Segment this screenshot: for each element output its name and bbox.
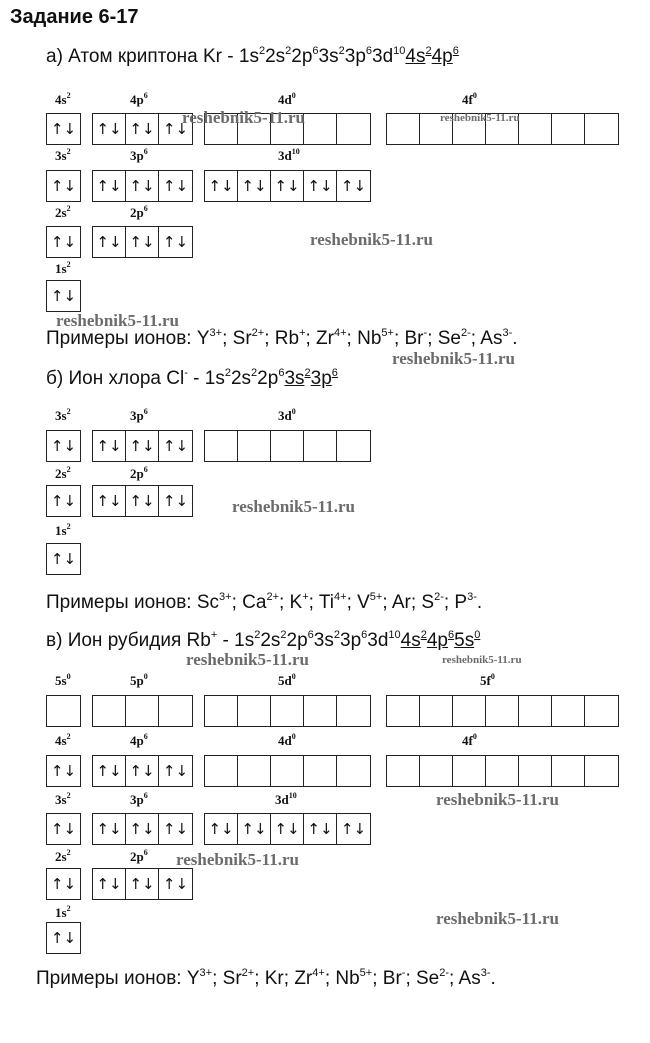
orbital-cell: ↑↓ xyxy=(205,814,238,844)
label-4s: $4s^2$ xyxy=(55,732,71,748)
orbital-4d xyxy=(204,755,371,787)
label-3d: $3d^{10}$ xyxy=(275,791,297,807)
ion-examples-b: Примеры ионов: $Sc^{3+}$; $Ca^{2+}$; K+; $Ti^{4+}$; $V^{5+}$; Ar; $S^{2-}$; $P^{3-}$. xyxy=(46,591,483,613)
orbital-4s xyxy=(46,113,81,145)
orbital-cell xyxy=(453,696,486,726)
label-2p: $2p^6$ xyxy=(130,204,148,220)
label-3d: $3d^0$ xyxy=(278,407,296,423)
orbital-cell xyxy=(205,696,238,726)
orbital-cell: ↑↓ xyxy=(126,814,159,844)
orbital-cell: ↑↓ xyxy=(50,762,77,780)
orbital-cell xyxy=(519,696,552,726)
label-3s: $3s^2$ xyxy=(55,407,71,423)
orbital-cell xyxy=(337,696,370,726)
orbital-4f xyxy=(386,755,619,787)
orbital-cell: ↑↓ xyxy=(126,756,159,786)
orbital-cell: ↑↓ xyxy=(50,550,77,568)
orbital-cell xyxy=(337,431,370,461)
orbital-4p xyxy=(92,113,193,145)
label-3p: $3p^6$ xyxy=(130,147,148,163)
orbital-3s xyxy=(46,170,81,202)
orbital-3p xyxy=(92,170,193,202)
orbital-2p xyxy=(92,226,193,258)
orbital-cell: ↑↓ xyxy=(50,120,77,138)
orbital-cell xyxy=(238,696,271,726)
label-1s: $1s^2$ xyxy=(55,260,71,276)
orbital-1s xyxy=(46,280,81,312)
orbital-cell: ↑↓ xyxy=(162,762,189,780)
orbital-cell xyxy=(304,696,337,726)
orbital-cell: ↑↓ xyxy=(126,431,159,461)
orbital-cell xyxy=(552,114,585,144)
label-5p: $5p^0$ xyxy=(130,672,148,688)
watermark: reshebnik5-11.ru xyxy=(310,230,433,249)
orbital-cell: ↑↓ xyxy=(271,171,304,201)
orbital-3d xyxy=(204,813,371,845)
orbital-cell: ↑↓ xyxy=(50,287,77,305)
orbital-cell: ↑↓ xyxy=(50,820,77,838)
orbital-cell: ↑↓ xyxy=(126,171,159,201)
orbital-5d xyxy=(204,695,371,727)
orbital-cell: ↑↓ xyxy=(126,869,159,899)
label-4d: $4d^0$ xyxy=(278,91,296,107)
watermark: reshebnik5-11.ru xyxy=(436,790,559,809)
orbital-cell: ↑↓ xyxy=(126,114,159,144)
orbital-cell: ↑↓ xyxy=(50,875,77,893)
orbital-cell: ↑↓ xyxy=(271,814,304,844)
orbital-cell xyxy=(552,756,585,786)
orbital-cell xyxy=(486,696,519,726)
label-4f: $4f^0$ xyxy=(462,91,477,107)
orbital-cell xyxy=(519,756,552,786)
orbital-cell xyxy=(205,431,238,461)
orbital-cell xyxy=(387,114,420,144)
orbital-cell xyxy=(238,756,271,786)
orbital-cell: ↑↓ xyxy=(50,177,77,195)
orbital-cell xyxy=(159,696,192,726)
orbital-cell xyxy=(271,756,304,786)
label-4d: $4d^0$ xyxy=(278,732,296,748)
label-2s: $2s^2$ xyxy=(55,204,71,220)
orbital-2s xyxy=(46,485,81,517)
orbital-cell xyxy=(47,696,80,726)
orbital-cell: ↑↓ xyxy=(50,492,77,510)
label-3s: $3s^2$ xyxy=(55,147,71,163)
orbital-1s xyxy=(46,922,81,954)
orbital-5p xyxy=(92,695,193,727)
orbital-cell: ↑↓ xyxy=(126,486,159,516)
watermark: reshebnik5-11.ru xyxy=(176,850,299,869)
watermark: reshebnik5-11.ru xyxy=(56,311,179,330)
orbital-cell: ↑↓ xyxy=(93,814,126,844)
watermark: reshebnik5-11.ru xyxy=(442,654,522,666)
orbital-cell: ↑↓ xyxy=(93,227,126,257)
orbital-cell xyxy=(304,114,337,144)
orbital-cell xyxy=(585,114,618,144)
orbital-3s xyxy=(46,430,81,462)
orbital-cell: ↑↓ xyxy=(162,233,189,251)
orbital-cell: ↑↓ xyxy=(340,177,367,195)
orbital-cell xyxy=(453,756,486,786)
watermark: reshebnik5-11.ru xyxy=(186,650,309,669)
orbital-cell: ↑↓ xyxy=(205,171,238,201)
orbital-4s xyxy=(46,755,81,787)
label-4s: $4s^2$ xyxy=(55,91,71,107)
orbital-5s xyxy=(46,695,81,727)
orbital-cell: ↑↓ xyxy=(162,437,189,455)
watermark: reshebnik5-11.ru xyxy=(392,349,515,368)
orbital-cell: ↑↓ xyxy=(162,120,189,138)
orbital-cell xyxy=(126,696,159,726)
orbital-cell: ↑↓ xyxy=(93,431,126,461)
orbital-2s xyxy=(46,868,81,900)
orbital-cell xyxy=(585,696,618,726)
formula-chlorine-ion: б) Ион хлора $Cl^- - 1s^22s^22p^63s^23p^6$ xyxy=(46,367,338,389)
label-1s: $1s^2$ xyxy=(55,904,71,920)
orbital-cell: ↑↓ xyxy=(50,437,77,455)
orbital-cell: ↑↓ xyxy=(162,177,189,195)
orbital-cell: ↑↓ xyxy=(162,875,189,893)
orbital-cell xyxy=(304,756,337,786)
orbital-3p xyxy=(92,430,193,462)
orbital-cell: ↑↓ xyxy=(93,756,126,786)
orbital-cell xyxy=(585,756,618,786)
orbital-2p xyxy=(92,868,193,900)
orbital-2p xyxy=(92,485,193,517)
label-5f: $5f^0$ xyxy=(480,672,495,688)
watermark: reshebnik5-11.ru xyxy=(436,909,559,928)
label-2s: $2s^2$ xyxy=(55,465,71,481)
orbital-cell xyxy=(519,114,552,144)
orbital-cell xyxy=(238,431,271,461)
ion-examples-a: Примеры ионов: $Y^{3+}$; $Sr^{2+}$; Rb+; $Zr^{4+}$; $Nb^{5+}$; Br-; $Se^{2-}$; $As^{3-}$. xyxy=(46,327,518,349)
label-2p: $2p^6$ xyxy=(130,465,148,481)
orbital-cell: ↑↓ xyxy=(238,814,271,844)
orbital-cell xyxy=(271,431,304,461)
orbital-3s xyxy=(46,813,81,845)
label-3p: $3p^6$ xyxy=(130,407,148,423)
label-4p: $4p^6$ xyxy=(130,91,148,107)
watermark: reshebnik5-11.ru xyxy=(232,497,355,516)
orbital-cell: ↑↓ xyxy=(93,869,126,899)
orbital-cell xyxy=(337,756,370,786)
orbital-cell xyxy=(552,696,585,726)
ion-examples-c: Примеры ионов: $Y^{3+}$; $Sr^{2+}$; Kr; $Zr^{4+}$; $Nb^{5+}$; Br-; $Se^{2-}$; $As^{3-}$. xyxy=(36,967,496,989)
orbital-2s xyxy=(46,226,81,258)
label-4f: $4f^0$ xyxy=(462,732,477,748)
orbital-cell xyxy=(387,696,420,726)
orbital-cell xyxy=(205,756,238,786)
label-2s: $2s^2$ xyxy=(55,848,71,864)
label-4p: $4p^6$ xyxy=(130,732,148,748)
orbital-cell: ↑↓ xyxy=(162,820,189,838)
orbital-cell xyxy=(420,756,453,786)
label-2p: $2p^6$ xyxy=(130,848,148,864)
label-5d: $5d^0$ xyxy=(278,672,296,688)
orbital-cell: ↑↓ xyxy=(93,114,126,144)
orbital-cell xyxy=(486,756,519,786)
orbital-cell: ↑↓ xyxy=(238,171,271,201)
label-5s: $5s^0$ xyxy=(55,672,71,688)
orbital-cell xyxy=(420,696,453,726)
orbital-1s xyxy=(46,543,81,575)
orbital-cell xyxy=(387,756,420,786)
orbital-3d xyxy=(204,430,371,462)
orbital-cell: ↑↓ xyxy=(50,929,77,947)
orbital-cell xyxy=(271,696,304,726)
orbital-cell: ↑↓ xyxy=(304,814,337,844)
orbital-5f xyxy=(386,695,619,727)
orbital-cell xyxy=(304,431,337,461)
orbital-4p xyxy=(92,755,193,787)
label-1s: $1s^2$ xyxy=(55,522,71,538)
watermark: reshebnik5-11.ru xyxy=(440,112,520,124)
label-3s: $3s^2$ xyxy=(55,791,71,807)
orbital-3p xyxy=(92,813,193,845)
formula-krypton: а) Атом криптона Kr - $1s^22s^22p^63s^23p^63d^{10}4s^24p^6$ xyxy=(46,45,459,67)
orbital-cell: ↑↓ xyxy=(50,233,77,251)
label-3d: $3d^{10}$ xyxy=(278,147,300,163)
watermark: reshebnik5-11.ru xyxy=(182,108,305,127)
orbital-cell: ↑↓ xyxy=(162,492,189,510)
label-3p: $3p^6$ xyxy=(130,791,148,807)
orbital-cell: ↑↓ xyxy=(93,171,126,201)
orbital-cell: ↑↓ xyxy=(126,227,159,257)
orbital-cell xyxy=(93,696,126,726)
orbital-3d xyxy=(204,170,371,202)
formula-rubidium-ion: в) Ион рубидия $Rb^+ - 1s^22s^22p^63s^23p^63d^{10}4s^24p^65s^0$ xyxy=(46,629,481,651)
orbital-cell: ↑↓ xyxy=(340,820,367,838)
page-title: Задание 6-17 xyxy=(10,6,139,28)
orbital-cell xyxy=(337,114,370,144)
orbital-cell: ↑↓ xyxy=(93,486,126,516)
orbital-cell: ↑↓ xyxy=(304,171,337,201)
